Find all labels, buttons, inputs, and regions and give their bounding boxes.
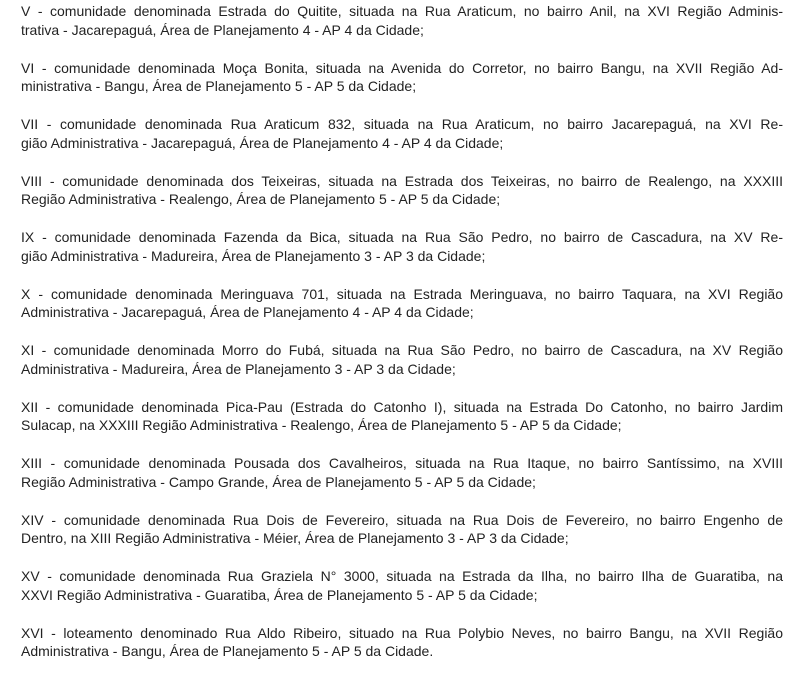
paragraph-line: VI - comunidade denominada Moça Bonita, situada na Avenida do Corretor, no bairro Bangu, na XVII Região Ad- xyxy=(21,59,783,76)
paragraph-xiii xyxy=(21,454,783,491)
paragraph-line: IX - comunidade denominada Fazenda da Bica, situada na Rua São Pedro, no bairro de Cascadura, na XV Re- xyxy=(21,229,783,245)
paragraph-line: gião Administrativa - Madureira, Área de Planejamento 3 - AP 3 da Cidade; xyxy=(21,247,486,264)
paragraph-line: XVI - loteamento denominado Rua Aldo Ribeiro, situado na Rua Polybio Neves, no bairro Bangu, na XVII Região xyxy=(21,624,783,641)
paragraph-line: XIV - comunidade denominada Rua Dois de Fevereiro, situada na Rua Dois de Fevereiro, no bairro Engenho de xyxy=(21,511,783,528)
paragraph-line: Dentro, na XIII Região Administrativa - Méier, Área de Planejamento 3 - AP 3 da Cidade; xyxy=(21,530,569,546)
paragraph-line: VIII - comunidade denominada dos Teixeiras, situada na Estrada dos Teixeiras, no bairro de Realengo, na XXXIII xyxy=(21,172,783,189)
paragraph-line: XII - comunidade denominada Pica-Pau (Estrada do Catonho I), situada na Estrada Do Catonho, no bairro Jardim xyxy=(21,398,783,415)
paragraph-line: Administrativa - Madureira, Área de Planejamento 3 - AP 3 da Cidade; xyxy=(21,360,456,377)
paragraph-line: gião Administrativa - Jacarepaguá, Área de Planejamento 4 - AP 4 da Cidade; xyxy=(21,134,504,151)
paragraph-line: Administrativa - Bangu, Área de Planejamento 5 - AP 5 da Cidade. xyxy=(21,643,434,659)
paragraph-xiv xyxy=(21,511,783,548)
paragraph-line: V - comunidade denominada Estrada do Quitite, situada na Rua Araticum, no bairro Anil, na XVI Região Adminis- xyxy=(21,3,783,19)
paragraph-line: Região Administrativa - Campo Grande, Área de Planejamento 5 - AP 5 da Cidade; xyxy=(21,473,536,490)
paragraph-xi xyxy=(21,341,783,378)
paragraph-line: Região Administrativa - Realengo, Área de Planejamento 5 - AP 5 da Cidade; xyxy=(21,191,501,207)
paragraph-line: XI - comunidade denominada Morro do Fubá, situada na Rua São Pedro, no bairro de Cascadura, na XV Região xyxy=(21,342,783,358)
paragraph-line: XXVI Região Administrativa - Guaratiba, Área de Planejamento 5 - AP 5 da Cidade; xyxy=(21,586,538,603)
paragraph-line: XV - comunidade denominada Rua Graziela N° 3000, situada na Estrada da Ilha, no bairro Ilha de Guaratiba, na xyxy=(21,568,783,584)
paragraph-line: VII - comunidade denominada Rua Araticum 832, situada na Rua Araticum, no bairro Jacarepaguá, na XVI Re- xyxy=(21,116,783,132)
document-body xyxy=(21,0,783,680)
paragraph-line: XIII - comunidade denominada Pousada dos Cavalheiros, situada na Rua Itaque, no bairro Santíssimo, na XVIII xyxy=(21,455,783,471)
paragraph-xv xyxy=(21,567,783,604)
paragraph-line: X - comunidade denominada Meringuava 701, situada na Estrada Meringuava, no bairro Taquara, na XVI Região xyxy=(21,285,783,302)
paragraph-line: ministrativa - Bangu, Área de Planejamento 5 - AP 5 da Cidade; xyxy=(21,78,417,94)
paragraph-xii xyxy=(21,398,783,435)
paragraph-vi xyxy=(21,59,783,96)
paragraph-vii xyxy=(21,115,783,152)
paragraph-v xyxy=(21,2,783,39)
paragraph-line: Administrativa - Jacarepaguá, Área de Planejamento 4 - AP 4 da Cidade; xyxy=(21,304,474,320)
paragraph-viii xyxy=(21,172,783,209)
paragraph-xvi xyxy=(21,624,783,661)
paragraph-x xyxy=(21,285,783,322)
paragraph-line: trativa - Jacarepaguá, Área de Planejamento 4 - AP 4 da Cidade; xyxy=(21,21,424,38)
paragraph-ix xyxy=(21,228,783,265)
paragraph-line: Sulacap, na XXXIII Região Administrativa - Realengo, Área de Planejamento 5 - AP 5 da Cidade; xyxy=(21,417,622,433)
